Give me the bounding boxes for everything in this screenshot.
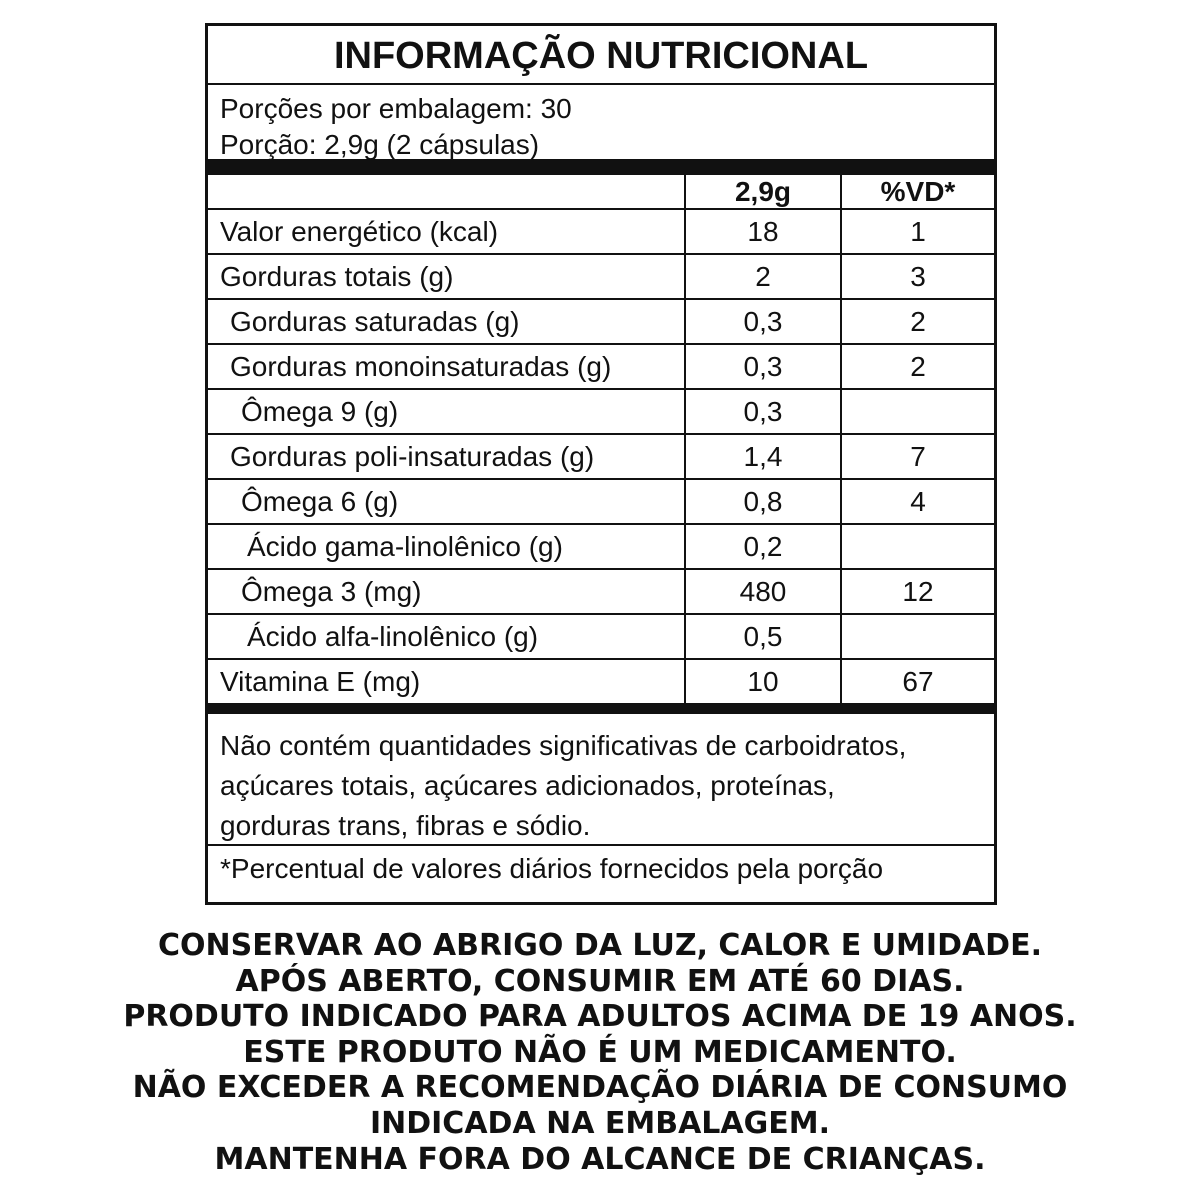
nutrient-name: Ácido gama-linolênico (g) — [208, 524, 685, 569]
nutrient-dv: 4 — [841, 479, 994, 524]
nutrient-amount: 0,5 — [685, 614, 841, 659]
table-row — [208, 254, 994, 299]
daily-value-note: *Percentual de valores diários fornecidos pela porção — [220, 853, 884, 884]
warning-line: NÃO EXCEDER A RECOMENDAÇÃO DIÁRIA DE CONSUMO — [132, 1070, 1068, 1106]
nutrient-name: Gorduras totais (g) — [208, 254, 685, 299]
warning-line: PRODUTO INDICADO PARA ADULTOS ACIMA DE 19 ANOS. — [123, 999, 1077, 1035]
serving-size: Porção: 2,9g (2 cápsulas) — [220, 129, 540, 160]
not-significant-footnote — [208, 714, 994, 846]
table-header-row — [208, 175, 994, 209]
nutrient-amount: 0,3 — [685, 299, 841, 344]
warning-line: CONSERVAR AO ABRIGO DA LUZ, CALOR E UMIDADE. — [158, 928, 1042, 963]
nutrient-amount: 1,4 — [685, 434, 841, 479]
nutrient-dv: 67 — [841, 659, 994, 703]
table-row — [208, 299, 994, 344]
table-row — [208, 434, 994, 479]
table-row — [208, 209, 994, 254]
servings-per-package: Porções por embalagem: 30 — [220, 93, 572, 124]
nutrition-table — [208, 175, 994, 703]
table-row — [208, 479, 994, 524]
nutrient-name: Vitamina E (mg) — [220, 666, 421, 697]
nutrient-name: Ômega 3 (mg) — [208, 569, 685, 614]
nutrient-dv: 7 — [841, 434, 994, 479]
table-row — [208, 344, 994, 389]
nutrient-dv: 3 — [841, 254, 994, 299]
warning-line: ESTE PRODUTO NÃO É UM MEDICAMENTO. — [243, 1034, 957, 1070]
nutrient-dv: 2 — [841, 344, 994, 389]
table-row — [208, 614, 994, 659]
header-amount: 2,9g — [685, 175, 841, 209]
nutrient-dv: 12 — [841, 569, 994, 614]
nutrient-amount: 480 — [685, 569, 841, 614]
nutrient-name: Ômega 6 (g) — [208, 479, 685, 524]
nutrition-facts-label — [205, 23, 997, 905]
nutrient-dv — [841, 389, 994, 434]
nutrient-name: Gorduras saturadas (g) — [208, 299, 685, 344]
nutrient-dv — [841, 524, 994, 569]
warning-line: INDICADA NA EMBALAGEM. — [369, 1105, 831, 1141]
nutrient-amount: 0,3 — [685, 344, 841, 389]
nutrient-name: Gorduras monoinsaturadas (g) — [208, 344, 685, 389]
nutrient-amount: 10 — [685, 659, 841, 703]
serving-info — [208, 85, 994, 159]
footnote-line: açúcares totais, açúcares adicionados, proteínas, — [220, 770, 835, 801]
nutrient-dv: 1 — [841, 209, 994, 254]
nutrient-name: Ácido alfa-linolênico (g) — [208, 614, 685, 659]
footnote-line: gorduras trans, fibras e sódio. — [220, 810, 591, 841]
nutrient-dv — [841, 614, 994, 659]
nutrient-name: Valor energético (kcal) — [208, 209, 685, 254]
nutrient-amount: 0,2 — [685, 524, 841, 569]
warnings-block — [0, 928, 1200, 1177]
nutrient-dv: 2 — [841, 299, 994, 344]
table-row — [208, 389, 994, 434]
warning-line: APÓS ABERTO, CONSUMIR EM ATÉ 60 DIAS. — [235, 963, 965, 999]
nutrient-name: Gorduras poli-insaturadas (g) — [208, 434, 685, 479]
nutrient-name: Ômega 9 (g) — [208, 389, 685, 434]
thick-divider — [208, 703, 994, 714]
nutrient-amount: 0,3 — [685, 389, 841, 434]
header-nutrient — [208, 175, 685, 209]
nutrient-amount: 18 — [685, 209, 841, 254]
footnote-line: Não contém quantidades significativas de carboidratos, — [220, 730, 907, 761]
label-title: INFORMAÇÃO NUTRICIONAL — [208, 26, 994, 85]
warning-line: MANTENHA FORA DO ALCANCE DE CRIANÇAS. — [214, 1141, 986, 1177]
nutrient-amount: 0,8 — [685, 479, 841, 524]
table-row — [208, 569, 994, 614]
nutrient-amount: 2 — [685, 254, 841, 299]
header-dv: %VD* — [841, 175, 994, 209]
table-row — [208, 659, 994, 703]
table-row — [208, 524, 994, 569]
